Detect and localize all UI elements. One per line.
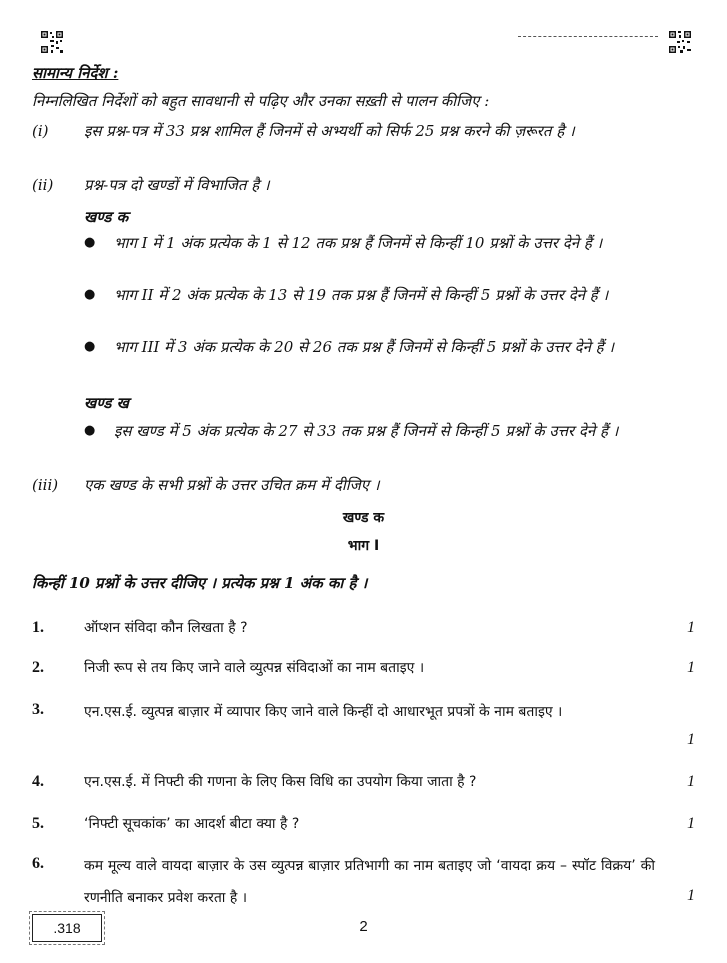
instructions-intro-text: निम्नलिखित निर्देशों को बहुत सावधानी से पढ़िए और उनका सख़्ती से पालन कीजिए :	[32, 92, 490, 110]
bullet-icon: ●	[84, 423, 96, 438]
question-number: 3.	[32, 701, 44, 718]
question-text: ‘निफ्टी सूचकांक’ का आदर्श बीटा क्या है ?	[84, 816, 300, 832]
section-b-label: खण्ड ख	[84, 394, 129, 412]
bullet-text: भाग I में 1 अंक प्रत्येक के 1 से 12 तक प्रश्न हैं जिनमें से किन्हीं 10 प्रश्नों के उत्तर देने हैं ।	[114, 234, 603, 252]
bullet-icon: ●	[84, 287, 96, 302]
question-2	[32, 654, 695, 682]
question-marks: 1	[687, 619, 695, 636]
paper-code: .318	[53, 920, 81, 936]
question-marks: 1	[687, 659, 695, 676]
question-text: निजी रूप से तय किए जाने वाले व्युत्पन्न संविदाओं का नाम बताइए ।	[84, 660, 425, 676]
qr-code-right-icon	[668, 30, 692, 54]
section-a-label: खण्ड क	[84, 208, 129, 226]
instructions-intro	[32, 88, 695, 114]
bullet-icon: ●	[84, 235, 96, 250]
bullet-text: भाग III में 3 अंक प्रत्येक के 20 से 26 तक प्रश्न हैं जिनमें से किन्हीं 5 प्रश्नों के उत्तर देने हैं ।	[114, 338, 615, 356]
question-number: 5.	[32, 815, 44, 832]
section-title: खण्ड क	[342, 510, 385, 526]
question-6	[32, 850, 695, 910]
question-number: 1.	[32, 619, 44, 636]
question-text: ऑप्शन संविदा कौन लिखता है ?	[84, 620, 248, 636]
question-marks: 1	[687, 887, 695, 904]
question-number: 2.	[32, 659, 44, 676]
instruction-text: प्रश्न-पत्र दो खण्डों में विभाजित है ।	[84, 176, 270, 194]
question-4	[32, 768, 695, 796]
section-b-bullet-1	[0, 418, 695, 470]
question-marks: 1	[687, 773, 695, 790]
instruction-number: (iii)	[32, 476, 59, 494]
question-marks: 1	[687, 815, 695, 832]
question-number: 6.	[32, 855, 44, 872]
answer-instruction-text: किन्हीं 10 प्रश्नों के उत्तर दीजिए । प्रत्येक प्रश्न 1 अंक का है ।	[32, 574, 368, 592]
question-text: एन.एस.ई. व्युत्पन्न बाज़ार में व्यापार किए जाने वाले किन्हीं दो आधारभूत प्रपत्रों के नाम बताइए ।	[84, 704, 563, 720]
section-a-bullet-2	[0, 282, 695, 334]
bullet-text: भाग II में 2 अंक प्रत्येक के 13 से 19 तक प्रश्न हैं जिनमें से किन्हीं 5 प्रश्नों के उत्तर देने हैं ।	[114, 286, 609, 304]
question-number: 4.	[32, 773, 44, 790]
answer-instruction	[32, 570, 695, 596]
instruction-item-1	[32, 118, 695, 170]
instruction-text: एक खण्ड के सभी प्रश्नों के उत्तर उचित क्रम में दीजिए ।	[84, 476, 380, 494]
instruction-number: (i)	[32, 122, 49, 140]
part-title: भाग I	[347, 538, 380, 554]
question-marks: 1	[687, 731, 695, 748]
bullet-icon: ●	[84, 339, 96, 354]
instruction-text: इस प्रश्न-पत्र में 33 प्रश्न शामिल हैं जिनमें से अभ्यर्थी को सिर्फ 25 प्रश्न करने की ज़रूरत है ।	[84, 122, 575, 140]
question-1	[32, 614, 695, 642]
section-a-bullet-1	[0, 230, 695, 282]
question-5	[32, 810, 695, 838]
question-text: कम मूल्य वाले वायदा बाज़ार के उस व्युत्पन्न बाज़ार प्रतिभागी का नाम बताइए जो ‘वायदा क्रय – स्पॉट विक्रय’ की रणनीति बनाकर प्रवेश करता है ।	[84, 858, 655, 906]
section-a-bullet-3	[0, 334, 695, 386]
instruction-number: (ii)	[32, 176, 54, 194]
question-3	[32, 696, 695, 756]
qr-code-left-icon	[40, 30, 64, 54]
page-number: 2	[359, 918, 368, 935]
instructions-heading	[32, 60, 695, 86]
instructions-heading-text: सामान्य निर्देश :	[32, 64, 119, 82]
header-divider	[518, 36, 658, 37]
bullet-text: इस खण्ड में 5 अंक प्रत्येक के 27 से 33 तक प्रश्न हैं जिनमें से किन्हीं 5 प्रश्नों के उत्तर देने हैं ।	[114, 422, 619, 440]
question-text: एन.एस.ई. में निफ्टी की गणना के लिए किस विधि का उपयोग किया जाता है ?	[84, 774, 477, 790]
